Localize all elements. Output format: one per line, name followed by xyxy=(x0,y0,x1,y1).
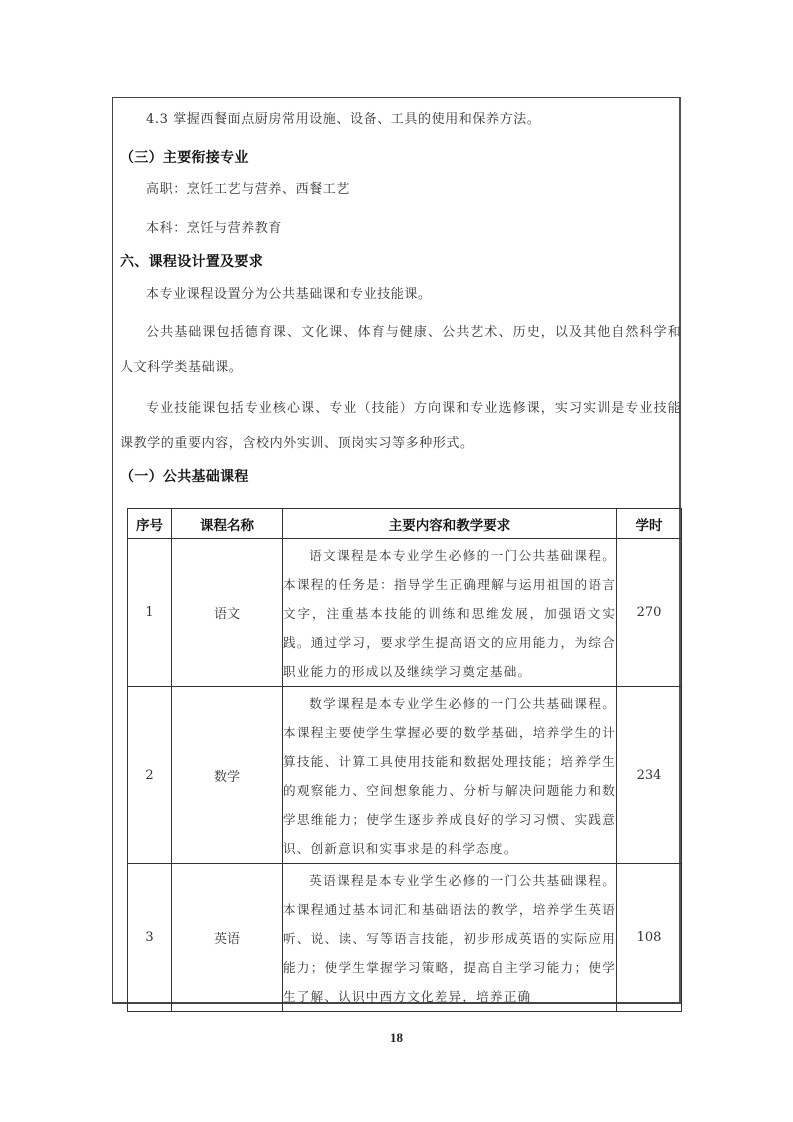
table-header-row xyxy=(128,509,682,539)
subsection-heading-public-courses: （一）公共基础课程 xyxy=(120,469,249,485)
row-no: 1 xyxy=(128,539,172,687)
row-description: 数学课程是本专业学生必修的一门公共基础课程。本课程主要使学生掌握必要的数学基础，培养学生的计算技能、计算工具使用技能和数据处理技能；培养学生的观察能力、空间想象能力、分析与解决问题能力和数学思维能力；使学生逐步养成良好的学习习惯、实践意识、创新意识和实事求是的科学态度。 xyxy=(283,696,616,856)
section-heading-connected-majors: （三）主要衔接专业 xyxy=(120,150,249,166)
row-hours: 270 xyxy=(617,539,682,687)
objective-4-3: 4.3 掌握西餐面点厨房常用设施、设备、工具的使用和保养方法。 xyxy=(146,112,541,127)
table-row xyxy=(128,687,682,864)
row-desc-cell xyxy=(283,864,617,1012)
row-hours: 108 xyxy=(617,864,682,1012)
paragraph-skill-courses-line2: 课教学的重要内容，含校内外实训、顶岗实习等多种形式。 xyxy=(120,436,474,451)
row-course-name: 英语 xyxy=(172,864,283,1012)
undergraduate-majors: 本科：烹饪与营养教育 xyxy=(146,221,283,236)
row-hours: 234 xyxy=(617,687,682,864)
header-hours: 学时 xyxy=(617,509,682,539)
header-course-name: 课程名称 xyxy=(172,509,283,539)
public-courses-table xyxy=(127,508,682,1012)
section-heading-course-design: 六、课程设计置及要求 xyxy=(120,254,263,270)
row-no: 2 xyxy=(128,687,172,864)
header-content: 主要内容和教学要求 xyxy=(283,509,617,539)
row-course-name: 数学 xyxy=(172,687,283,864)
row-description: 英语课程是本专业学生必修的一门公共基础课程。本课程通过基本词汇和基础语法的教学，培养学生英语听、说、读、写等语言技能，初步形成英语的实际应用能力；使学生掌握学习策略，提高自主学习能力；使学生了解、认识中西方文化差异，培养正确 xyxy=(283,873,616,1004)
row-no: 3 xyxy=(128,864,172,1012)
paragraph-skill-courses-line1: 专业技能课包括专业核心课、专业（技能）方向课和专业选修课，实习实训是专业技能 xyxy=(146,401,682,416)
paragraph-public-courses-line2: 人文科学类基础课。 xyxy=(120,360,243,375)
row-desc-cell xyxy=(283,687,617,864)
higher-vocational-majors: 高职：烹饪工艺与营养、西餐工艺 xyxy=(146,182,351,197)
header-no: 序号 xyxy=(128,509,172,539)
paragraph-course-setup: 本专业课程设置分为公共基础课和专业技能课。 xyxy=(146,287,432,302)
row-course-name: 语文 xyxy=(172,539,283,687)
table-row xyxy=(128,864,682,1012)
row-desc-cell xyxy=(283,539,617,687)
row-description: 语文课程是本专业学生必修的一门公共基础课程。本课程的任务是：指导学生正确理解与运用祖国的语言文字，注重基本技能的训练和思维发展，加强语文实践。通过学习，要求学生提高语文的应用能力，为综合职业能力的形成以及继续学习奠定基础。 xyxy=(283,548,616,679)
table-row xyxy=(128,539,682,687)
page-number: 18 xyxy=(390,1030,403,1045)
paragraph-public-courses-line1: 公共基础课包括德育课、文化课、体育与健康、公共艺术、历史，以及其他自然科学和 xyxy=(146,325,682,340)
